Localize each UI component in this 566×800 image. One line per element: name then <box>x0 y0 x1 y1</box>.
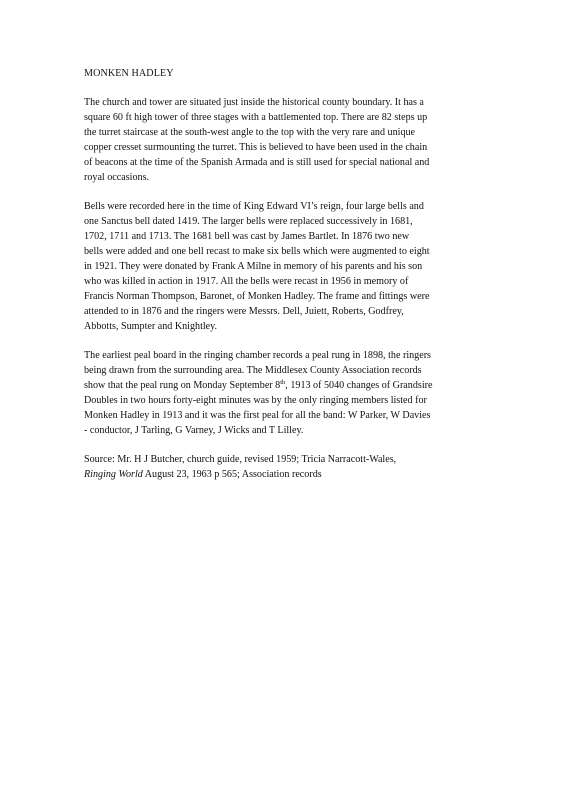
paragraph-line <box>84 378 484 393</box>
paragraph-line: 1702, 1711 and 1713. The 1681 bell was cast by James Bartlet. In 1876 two new <box>84 231 410 242</box>
publication-title: Ringing World <box>84 469 143 480</box>
paragraph-line: Francis Norman Thompson, Baronet, of Monken Hadley. The frame and fittings were <box>84 291 430 302</box>
paragraph-line: of beacons at the time of the Spanish Armada and is still used for special national and <box>84 157 430 168</box>
paragraph-line: Abbotts, Sumpter and Knightley. <box>84 321 218 332</box>
paragraph-line: the turret staircase at the south-west angle to the top with the very rare and unique <box>84 127 416 138</box>
paragraph-line: copper cresset surmounting the turret. This is believed to have been used in the chain <box>84 142 428 153</box>
paragraph-line: in 1921. They were donated by Frank A Milne in memory of his parents and his son <box>84 261 423 272</box>
paragraph-line: attended to in 1876 and the ringers were Messrs. Dell, Juiett, Roberts, Godfrey, <box>84 306 404 317</box>
peal-date-continuation: , 1913 of 5040 changes of Grandsire <box>285 380 433 391</box>
ordinal-suffix: th <box>280 379 286 386</box>
paragraph-line: Bells were recorded here in the time of King Edward VI’s reign, four large bells and <box>84 201 424 212</box>
document-title: MONKEN HADLEY <box>84 68 174 79</box>
document-page <box>84 66 484 496</box>
citation-line: Source: Mr. H J Butcher, church guide, revised 1959; Tricia Narracott-Wales, <box>84 454 397 465</box>
paragraph-line: bells were added and one bell recast to make six bells which were augmented to eight <box>84 246 430 257</box>
paragraph-line: one Sanctus bell dated 1419. The larger bells were replaced successively in 1681, <box>84 216 413 227</box>
paragraph-line: square 60 ft high tower of three stages with a battlemented top. There are 82 steps up <box>84 112 428 123</box>
paragraph-line: Monken Hadley in 1913 and it was the first peal for all the band: W Parker, W Davies <box>84 410 431 421</box>
paragraph-line: The church and tower are situated just inside the historical county boundary. It has a <box>84 97 424 108</box>
citation-line <box>84 467 484 482</box>
paragraph-bells <box>84 199 484 334</box>
paragraph-line: The earliest peal board in the ringing chamber records a peal rung in 1898, the ringers <box>84 350 431 361</box>
paragraph-line: royal occasions. <box>84 172 150 183</box>
paragraph-line: who was killed in action in 1917. All the bells were recast in 1956 in memory of <box>84 276 409 287</box>
paragraph-tower <box>84 95 484 185</box>
citation-details: August 23, 1963 p 565; Association records <box>142 469 322 480</box>
paragraph-line: Doubles in two hours forty-eight minutes was by the only ringing members listed for <box>84 395 427 406</box>
peal-date-text: show that the peal rung on Monday September 8 <box>84 380 281 391</box>
source-citation <box>84 452 484 482</box>
paragraph-peal <box>84 348 484 438</box>
paragraph-line: being drawn from the surrounding area. The Middlesex County Association records <box>84 365 422 376</box>
paragraph-line: - conductor, J Tarling, G Varney, J Wicks and T Lilley. <box>84 425 304 436</box>
